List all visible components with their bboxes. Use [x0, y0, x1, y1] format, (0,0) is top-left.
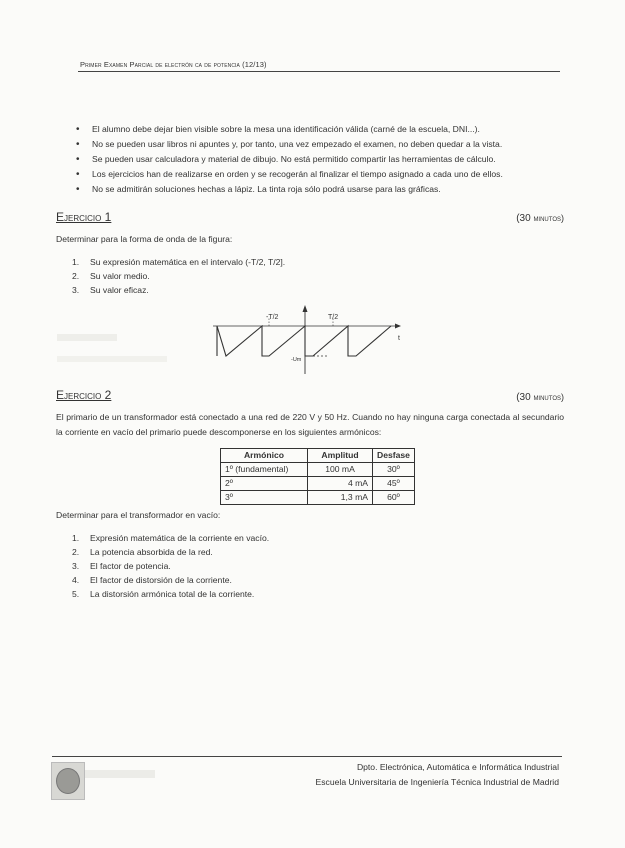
table-row — [221, 477, 415, 491]
ex2-questions — [72, 531, 269, 601]
harmonics-table — [220, 448, 415, 505]
ex2-title: Ejercicio 2 — [56, 388, 112, 402]
table-cell: 4 mA — [308, 477, 373, 491]
table-cell: 60º — [373, 491, 415, 505]
ex1-time — [516, 213, 564, 224]
ex2-time-value: (30 — [516, 392, 531, 403]
label-neg-half-period: -T/2 — [266, 314, 279, 321]
rule-item: • No se pueden usar libros ni apuntes y, por tanto, una vez empezado el examen, no deben quedar a la vista. — [76, 137, 503, 152]
ex2-intro: El primario de un transformador está conectado a una red de 220 V y 50 Hz. Cuando no hay ninguna carga conectada al secundario la corriente en vacío del primario puede descomponerse en los siguientes armónicos: — [56, 412, 564, 437]
question-item: 1. Expresión matemática de la corriente en vacío. — [72, 533, 270, 543]
label-minus-um: -Um — [291, 357, 302, 363]
table-cell: 3º — [221, 491, 308, 505]
label-pos-half-period: T/2 — [328, 314, 339, 321]
bleed-through — [85, 770, 155, 778]
bleed-through — [57, 356, 167, 362]
ex2-time — [516, 392, 564, 403]
rule-item: • Los ejercicios han de realizarse en orden y se recogerán al finalizar el tiempo asignado a cada uno de ellos. — [76, 167, 503, 182]
table-cell: 1,3 mA — [308, 491, 373, 505]
footer-school: Escuela Universitaria de Ingeniería Técnica Industrial de Madrid — [315, 777, 559, 787]
ex2-time-unit: minutos) — [533, 392, 564, 402]
rule-item: • Se pueden usar calculadora y material de dibujo. No está permitido compartir las herramientas de cálculo. — [76, 152, 503, 167]
university-seal-icon — [51, 762, 85, 800]
footer-rule — [52, 756, 562, 757]
ex2-prompt: Determinar para el transformador en vacío: — [56, 510, 221, 520]
ex1-time-unit: minutos) — [533, 213, 564, 223]
question-item: 4. El factor de distorsión de la corriente. — [72, 575, 232, 585]
question-item: 2. La potencia absorbida de la red. — [72, 547, 213, 557]
rule-item: • El alumno debe dejar bien visible sobre la mesa una identificación válida (carné de la escuela, DNI...). — [76, 122, 503, 137]
question-item: 2. Su valor medio. — [72, 271, 150, 281]
ex1-time-value: (30 — [516, 213, 531, 224]
rules-list — [76, 122, 503, 197]
question-item: 1. Su expresión matemática en el intervalo (-T/2, T/2]. — [72, 257, 286, 267]
ex1-questions — [72, 255, 285, 297]
table-cell: 100 mA — [308, 463, 373, 477]
table-row — [221, 491, 415, 505]
bleed-through — [57, 334, 117, 341]
header-title: Primer Examen Parcial de electrón ca de potencia (12/13) — [80, 60, 267, 69]
table-row — [221, 463, 415, 477]
footer-department: Dpto. Electrónica, Automática e Informática Industrial — [356, 762, 559, 772]
question-item: 3. Su valor eficaz. — [72, 285, 149, 295]
amplitude-axis-arrow — [303, 305, 308, 312]
question-item: 3. El factor de potencia. — [72, 561, 171, 571]
header-rule — [78, 71, 560, 72]
label-time: t — [398, 335, 400, 342]
table-header-row — [221, 449, 415, 463]
table-cell: 45º — [373, 477, 415, 491]
sawtooth-waveform-figure — [205, 304, 405, 378]
table-cell: 2º — [221, 477, 308, 491]
sawtooth-wave — [217, 326, 391, 356]
ex1-title: Ejercicio 1 — [56, 210, 112, 224]
rule-item: • No se admitirán soluciones hechas a lápiz. La tinta roja sólo podrá usarse para las gráficas. — [76, 182, 503, 197]
question-item: 5. La distorsión armónica total de la corriente. — [72, 589, 255, 599]
time-axis-arrow — [395, 324, 401, 329]
table-header-cell: Armónico — [221, 449, 308, 463]
table-cell: 30º — [373, 463, 415, 477]
ex1-prompt: Determinar para la forma de onda de la figura: — [56, 234, 233, 244]
table-header-cell: Desfase — [373, 449, 415, 463]
table-cell: 1º (fundamental) — [221, 463, 308, 477]
table-header-cell: Amplitud — [308, 449, 373, 463]
